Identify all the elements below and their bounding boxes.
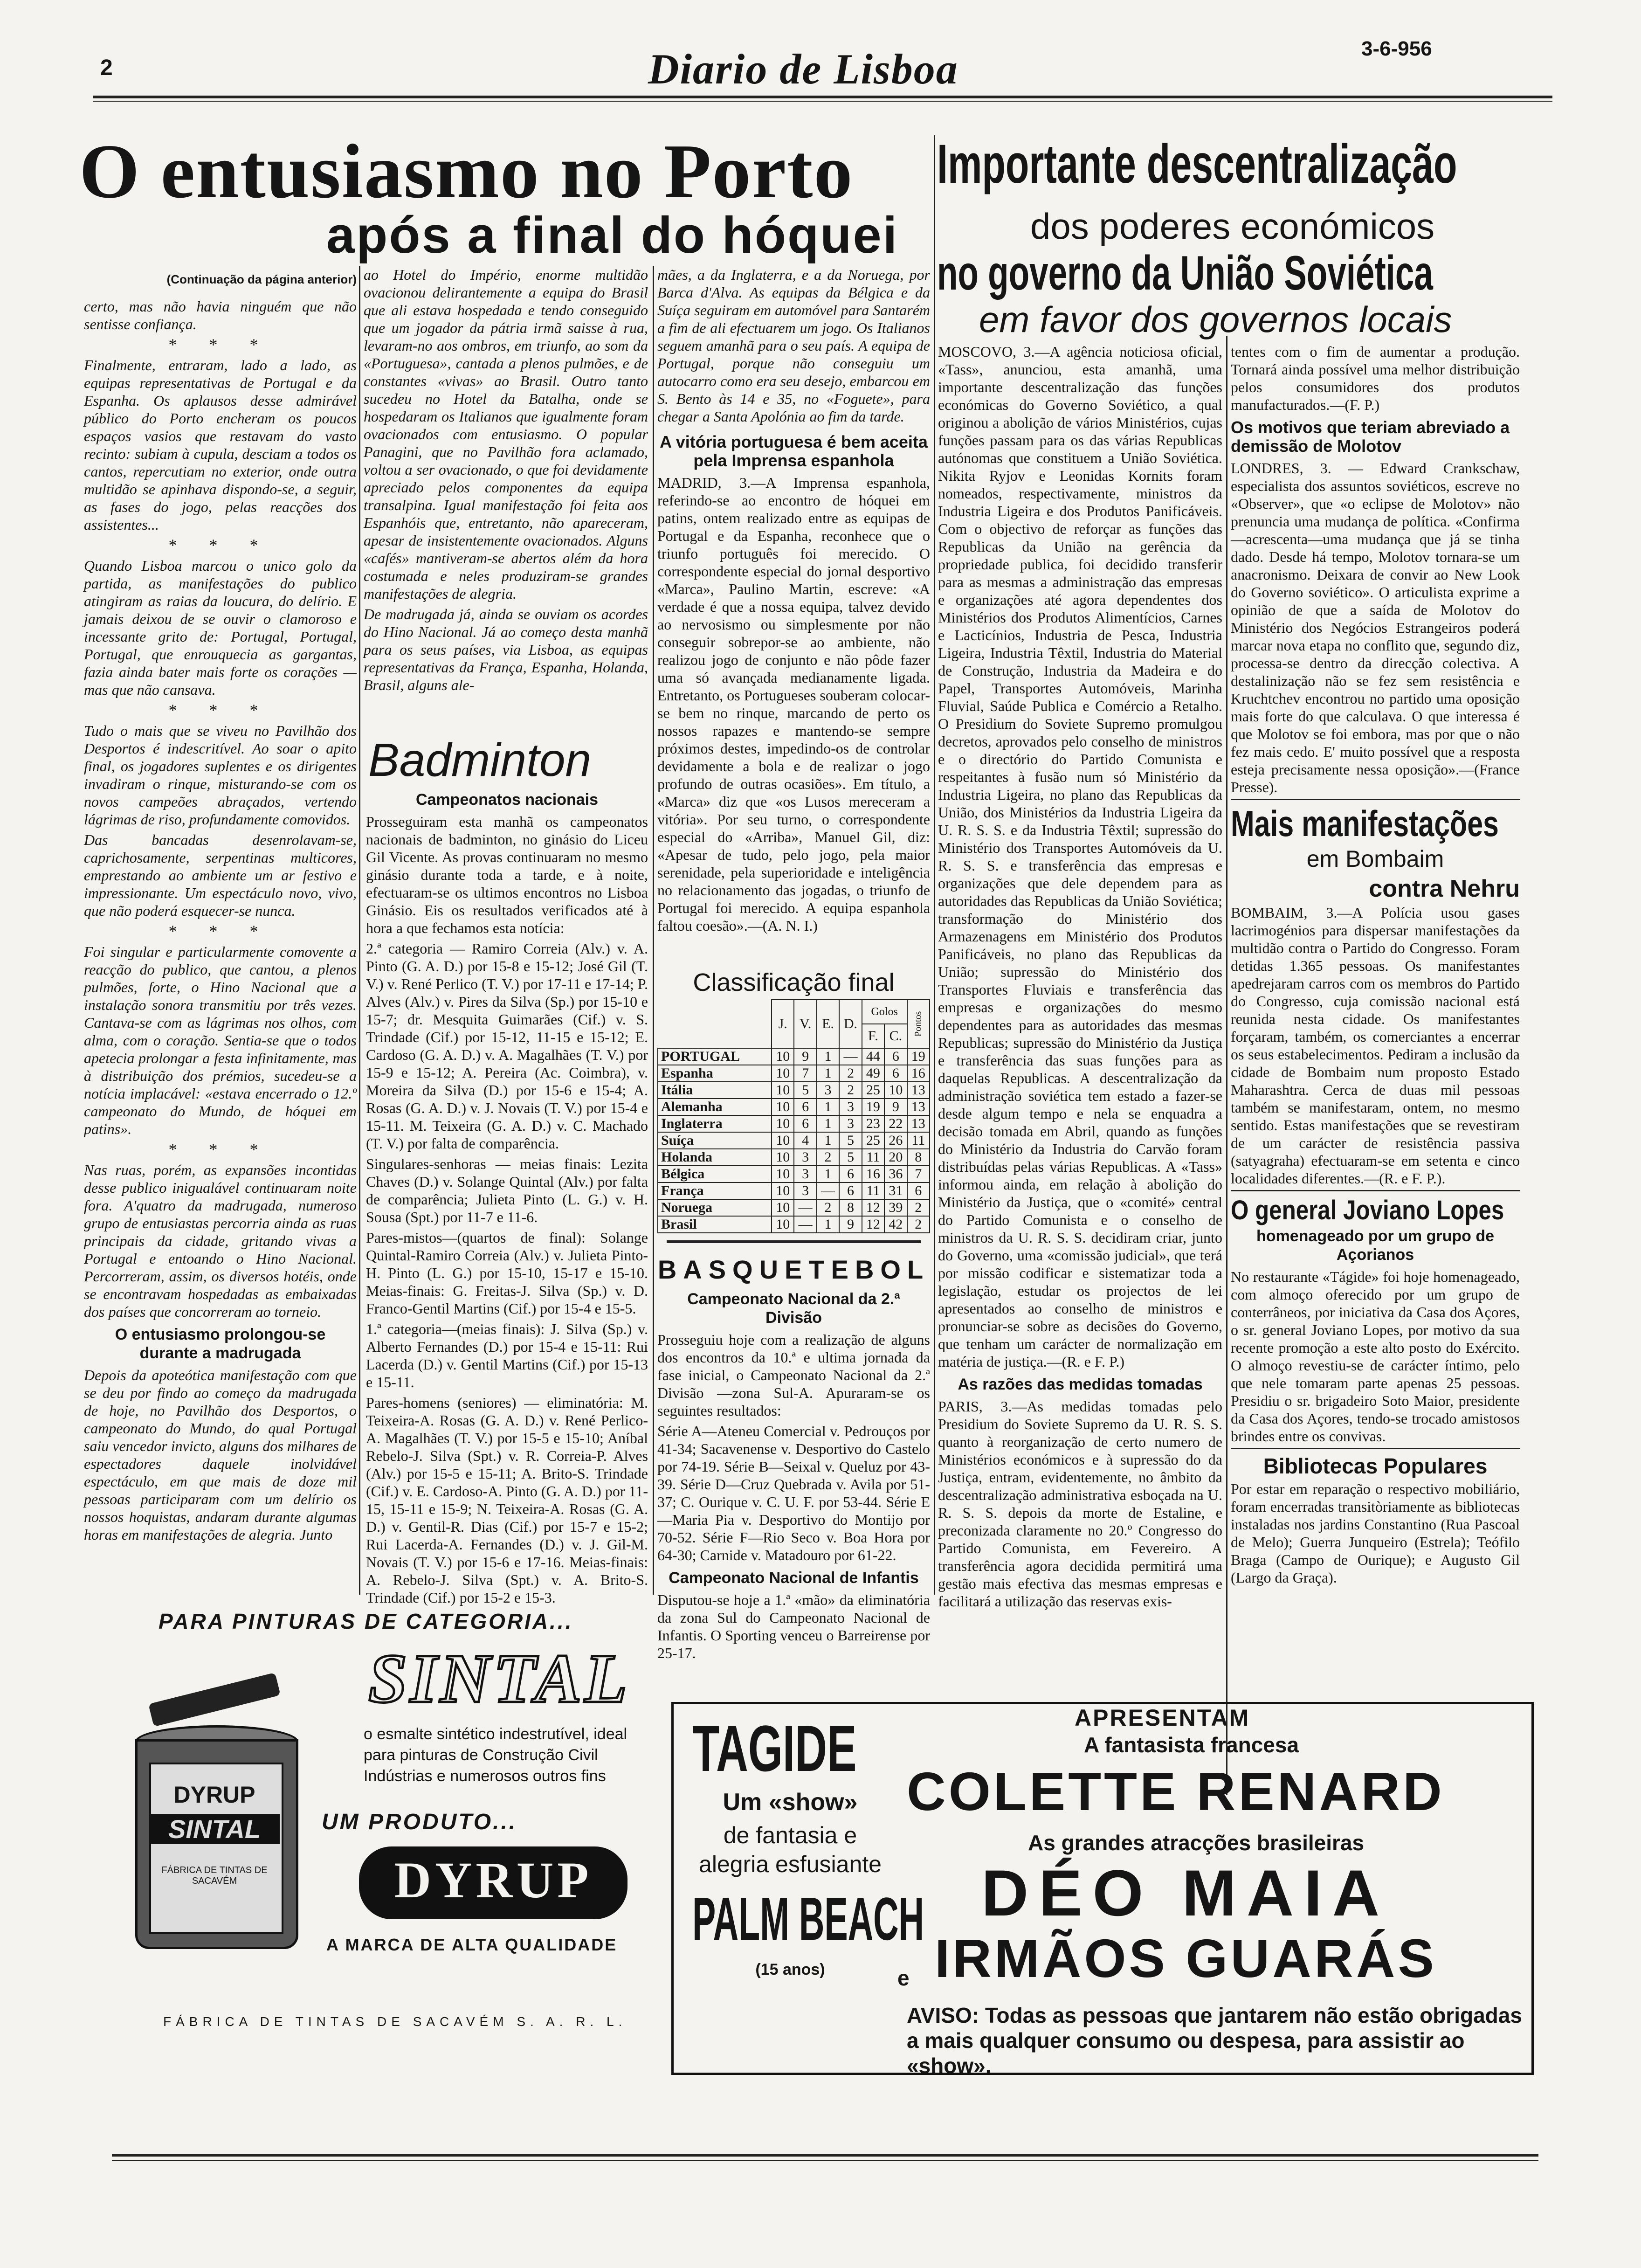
stat-cell: 1: [817, 1099, 839, 1115]
stat-cell: 6: [884, 1065, 907, 1082]
column-header: V.: [794, 1000, 816, 1048]
ad-fabrica: FÁBRICA DE TINTAS DE SACAVÉM S. A. R. L.: [163, 2014, 627, 2029]
stat-cell: 11: [862, 1182, 884, 1199]
apresentam: APRESENTAM: [1075, 1705, 1250, 1731]
paragraph: Nas ruas, porém, as expansões incontidas desse publico inigualável continuaram noite fora. A'quatro da madrugada, numeroso grupo de entusiastas percorria ainda as ruas principais da cidade, gritando vivas a Portugal e entoando o Hino Nacional. Percorreram, assim, os diversos hotéis, onde se encontravam hospedadas as embaixadas dos países que concorreram ao torneio.: [84, 1162, 357, 1320]
column-header: D.: [839, 1000, 862, 1048]
tagide-ad: [671, 1702, 1534, 2078]
paragraph: Tudo o mais que se viveu no Pavilhão dos Desportos é indescritível. Ao soar o apito final, os jogadores suplentes e os dirigentes invadiram o rinque, misturando-se com os novos campeões abraçados, vertendo lágrimas de riso, profundamente comovidos.: [84, 722, 357, 828]
table-row: [658, 1182, 930, 1199]
basquetebol-title: BASQUETEBOL: [657, 1255, 930, 1284]
paragraph: No restaurante «Tágide» foi hoje homenageado, com almoço oferecido por um grupo de conterrâneos, por iniciativa da Casa dos Açores, o sr. general Joviano Lopes, por motivo da sua recente promoção a este alto posto do Exército. O almoço revestiu-se de carácter íntimo, pelo que nele tomaram parte apenas 25 pessoas. Presidiu o sr. brigadeiro Soto Maior, presidente da Casa dos Açores, tendo-se trocado amistosos brindes entre os convivas.: [1231, 1268, 1520, 1445]
stat-cell: 10: [772, 1149, 794, 1166]
paragraph: 2.ª categoria — Ramiro Correia (Alv.) v. A. Pinto (G. A. D.) por 15-8 e 15-12; José Gil (T. V.) v. René Perlico (T. V.) por 17-11 e 17-14; P. Alves (Alv.) v. Pires da Silva (Sp.) por 15-10 e 15-7; dr. Mesquita Guimarães (Cif.) v. S. Trindade (Cif.) por 15-12, 11-15 e 15-12; E. Cardoso (G. A. D.) v. A. Magalhães (T. V.) por 15-9 e 15-12; A. Pereira (Ac. Coimbra), v. Moreira da Silva (D.) por 15-6 e 15-4; A. Rosas (G. A. D.) v. J. Novais (T. V.) por 15-4 e 15-11. M. Teixeira (G. A. D.) v. C. Machado (T. V.) por falta de comparência.: [366, 940, 648, 1152]
column-header: C.: [884, 1024, 907, 1048]
stat-cell: 7: [794, 1065, 816, 1082]
team-cell: Noruega: [658, 1199, 772, 1216]
table-row: [658, 1099, 930, 1115]
stat-cell: 39: [884, 1199, 907, 1216]
stat-cell: 31: [884, 1182, 907, 1199]
stat-cell: 11: [907, 1132, 930, 1149]
basquetebol-article: [657, 1254, 930, 1661]
masthead-rule-thin: [93, 101, 1552, 102]
issue-date: 3-6-956: [1361, 37, 1432, 60]
paragraph: Singulares-senhoras — meias finais: Lezita Chaves (D.) v. Solange Quintal (Alv.) por falta de comparência; Julieta Pinto (L. G.) v. H. Sousa (Spt.) por 11-7 e 11-6.: [366, 1155, 648, 1225]
table-row: [658, 1115, 930, 1132]
badminton-subtitle: Campeonatos nacionais: [415, 791, 599, 809]
stat-cell: 6: [839, 1166, 862, 1182]
section-rule: [1231, 799, 1520, 800]
subheading: As razões das medidas tomadas: [958, 1376, 1203, 1393]
table-header-row: [658, 1000, 930, 1024]
stat-cell: 1: [817, 1216, 839, 1233]
fantasista: A fantasista francesa: [1084, 1733, 1299, 1757]
stat-cell: 3: [794, 1149, 816, 1166]
stat-cell: —: [794, 1216, 816, 1233]
column-rule: [1226, 336, 1227, 1795]
table-row: [658, 1216, 930, 1233]
bombaim-headline-2: em Bombaim: [1306, 846, 1444, 872]
classificacao-block: [657, 968, 930, 1233]
molotov-headline: Os motivos que teriam abreviado a demissão de Molotov: [1231, 418, 1510, 456]
paragraph: tentes com o fim de aumentar a produção. Tornará ainda possível uma melhor distribuição pelos consumidores dos produtos manufacturados.—(F. P.): [1231, 343, 1520, 413]
stat-cell: 8: [839, 1199, 862, 1216]
vitoria-headline: A vitória portuguesa é bem aceita pela Imprensa espanhola: [660, 432, 928, 470]
stat-cell: 44: [862, 1048, 884, 1065]
sintal-ad: [89, 1609, 648, 2117]
team-cell: França: [658, 1182, 772, 1199]
stat-cell: 2: [839, 1065, 862, 1082]
stat-cell: 3: [839, 1099, 862, 1115]
urss-headline-1: Importante descentralização: [937, 133, 1457, 195]
section-rule: [667, 1240, 921, 1243]
urss-column-1: [938, 343, 1222, 1610]
paint-can-image: [131, 1688, 298, 1949]
footer-rule-thin: [112, 2160, 1538, 2161]
ad-desc-1: o esmalte sintético indestrutível, ideal: [364, 1725, 627, 1743]
table-row: [658, 1065, 930, 1082]
paragraph: Por estar em reparação o respectivo mobiliário, foram encerradas transitòriamente as bibliotecas instaladas nos jardins Constantino (Rua Pascoal de Melo); Guerra Junqueiro (Estrela); Teófilo Braga (Campo de Ourique); e Augusto Gil (Largo da Graça).: [1231, 1480, 1520, 1586]
section-rule: [1231, 1448, 1520, 1449]
stat-cell: 16: [907, 1065, 930, 1082]
ad-desc-2: para pinturas de Construção Civil: [364, 1746, 598, 1764]
paragraph: Foi singular e particularmente comovente a reacção do publico, que cantou, a plenos pulmões, forte, o Hino Nacional que a instalação sonora transmitiu por três vezes. Cantava-se com as lágrimas nos olhos, com alma, com o coração. Sentia-se que o todos apetecia prolongar a festa infinitamente, mas à distribuição dos prémios, sucedeu-se a notícia implacável: «estava encerrado o 12.º campeonato do Mundo, de hóquei em patins».: [84, 943, 357, 1137]
stat-cell: 10: [772, 1199, 794, 1216]
ad-and: e: [897, 1966, 910, 1990]
paint-brush-icon: [148, 1673, 281, 1727]
can-label-text-top: DYRUP: [173, 1782, 255, 1808]
paragraph: Depois da apoteótica manifestação com que se deu por findo ao começo da madrugada de hoje, no Pavilhão dos Desportos, o campeonato do Mundo, do qual Portugal saiu vencedor invicto, alguns dos milhares de espectadores daquele inolvidável espectáculo, em que mais de doze mil pessoas participaram com um delírio os nossos hoquistas, andaram durante algumas horas em manifestações de alegria. Junto: [84, 1367, 357, 1543]
team-cell: PORTUGAL: [658, 1048, 772, 1065]
stat-cell: 9: [839, 1216, 862, 1233]
sintal-brand: SINTAL: [368, 1640, 630, 1717]
stat-cell: 16: [862, 1166, 884, 1182]
team-cell: Holanda: [658, 1149, 772, 1166]
stat-cell: 5: [839, 1132, 862, 1149]
column-header-golos: Golos: [862, 1000, 907, 1024]
separator: * * *: [168, 335, 272, 354]
badminton-title: Badminton: [368, 734, 592, 786]
masthead-rule: [93, 96, 1552, 98]
stat-cell: 1: [817, 1065, 839, 1082]
subheading: Campeonato Nacional de Infantis: [669, 1569, 919, 1587]
team-cell: Alemanha: [658, 1099, 772, 1115]
stat-cell: 19: [907, 1048, 930, 1065]
separator: * * *: [168, 922, 272, 940]
stat-cell: 10: [772, 1082, 794, 1099]
bibliotecas-headline: Bibliotecas Populares: [1263, 1454, 1488, 1478]
dyrup-logo-text: DYRUP: [394, 1852, 593, 1908]
tagide-fantasia: de fantasia e alegria esfusiante: [699, 1822, 882, 1877]
subheading: Campeonato Nacional da 2.ª Divisão: [687, 1290, 900, 1327]
stat-cell: 42: [884, 1216, 907, 1233]
stat-cell: 3: [794, 1182, 816, 1199]
paragraph: Pares-homens (seniores) — eliminatória: M. Teixeira-A. Rosas (G. A. D.) v. René Perlico-A. Magalhães (T. V.) por 15-5 e 15-10; Aníbal Rebelo-J. Silva (Spt.) v. R. Correia-P. Alves (Alv.) por 15-5 e 15-11; A. Brito-S. Trindade (Cif.) v. E. Cardoso-A. Pinto (G. A. D.) por 11-15, 15-11 e 15-9; N. Teixeira-A. Rosas (G. A. D.) v. Gentil-R. Dias (Cif.) por 15-7 e 15-2; Rui Lacerda-A. Fernandes (D.) v. J. Gil-M. Novais (T. V.) por 15-6 e 17-16. Meias-finais: A. Rebelo-J. Silva (Spt.) v. A. Brito-S. Trindade (Cif.) por 15-2 e 15-3.: [366, 1394, 648, 1606]
paragraph: Quando Lisboa marcou o unico golo da partida, as manifestações do publico atingiram as raias da loucura, do delírio. E jamais deixou de se ouvir o clamoroso e incessante grito de: Portugal, Portugal, Portugal, que enrouquecia as gargantas, fazia ainda bater mais forte os corações — mas que não cansava.: [84, 557, 357, 698]
stat-cell: 1: [817, 1048, 839, 1065]
colette-renard: COLETTE RENARD: [907, 1761, 1445, 1822]
stat-cell: 23: [862, 1115, 884, 1132]
team-cell: Inglaterra: [658, 1115, 772, 1132]
stat-cell: —: [817, 1182, 839, 1199]
stat-cell: 9: [794, 1048, 816, 1065]
paragraph: ao Hotel do Império, enorme multidão ovacionou delirantemente a equipa do Brasil que ali estava hospedada e tendo conseguido que um jogador da pátria irmã saisse à rua, levaram-no aos ombros, em triunfo, ao som da «Portuguesa», cantada a plenos pulmões, e de constantes «vivas» ao Brasil. Outro tanto sucedeu no Hotel da Batalha, onde se hospedaram os Italianos que igualmente foram ovacionados com entusiasmo. O popular Panagini, que no Pavilhão fora aclamado, voltou a ser ovacionado, o que foi devidamente apreciado pelos componentes da equipa transalpina. Igual manifestação foi feita aos Espanhóis que, entretanto, não apareceram, apesar de insistentemente ovacionados. Alguns «cafés» mantiveram-se abertos além da hora costumada e neles produziram-se grandes manifestações de alegria.: [364, 266, 648, 602]
team-cell: Itália: [658, 1082, 772, 1099]
stat-cell: 6: [839, 1182, 862, 1199]
stat-cell: 10: [884, 1082, 907, 1099]
tagide-name: TAGIDE: [692, 1712, 857, 1785]
stat-cell: 9: [884, 1099, 907, 1115]
classificacao-title: Classificação final: [693, 968, 895, 996]
paragraph: LONDRES, 3. — Edward Crankschaw, especialista dos assuntos soviéticos, escreve no «Observer», que «o eclipse de Molotov» não prenuncia uma mudança de política. «Confirma—acrescenta—uma mudança que já se tinha dado. Desde há tempo, Molotov tornara-se um anacronismo. Deixara de convir ao New Look do Governo soviético». O articulista exprime a opinião de que a saída de Molotov do Ministério dos Negócios Estrangeiros poderá marcar nova etapa no conflito que, segundo diz, processa-se dentro da direcção colectiva. A destalinização não se fez sem resistência e Kruchtchev encontrou no partido uma oposição mais forte do que calculava. O que interessa é que Molotov se foi embora, mas por que o não fez mais cedo. E' muito possível que a resposta esteja precisamente nessa oposição».—(France Presse).: [1231, 460, 1520, 795]
stat-cell: 36: [884, 1166, 907, 1182]
stat-cell: 10: [772, 1182, 794, 1199]
stat-cell: 10: [772, 1065, 794, 1082]
tagide-um-show: Um «show»: [723, 1789, 858, 1816]
subheading: O entusiasmo prolongou-se durante a madrugada: [115, 1326, 326, 1362]
ad-marca: A MARCA DE ALTA QUALIDADE: [326, 1935, 618, 1954]
ad-tagline: PARA PINTURAS DE CATEGORIA...: [159, 1609, 573, 1633]
stat-cell: 10: [772, 1166, 794, 1182]
can-label-text-bot: FÁBRICA DE TINTAS DE SACAVÉM: [161, 1865, 268, 1886]
paragraph: MADRID, 3.—A Imprensa espanhola, referindo-se ao encontro de hóquei em patins, ontem realizado entre as equipas de Portugal e da Espanha, reconhece que o triunfo português foi merecido. O correspondente especial do jornal desportivo «Marca», Paulino Martin, escreve: «A verdade é que a nossa equipa, talvez devido ao nervosismo ou simplesmente por não conseguir sobrepor-se ao ambiente, não realizou jogo de conjunto e não pôde fazer uma só avançada medianamente ligada. Entretanto, os Portugueses souberam colocar-se bem no rinque, marcando de perto os nossos rapazes e mantendo-se sempre próximos destes, impedindo-os de controlar devidamente a bola e de realizar o jogo profundo de outras ocasiões». Em título, a «Marca» diz que «os Lusos mereceram a vitória». Por seu turno, o correspondente especial do «Arriba», Manuel Gil, diz: «Apesar de tudo, pelo jogo, pela maior serenidade, pela superioridade e inteligência no relacionamento das jogadas, o triunfo de Portugal foi merecido. A equipa espanhola faltou coesão».—(A. N. I.): [657, 474, 930, 934]
stat-cell: 4: [794, 1132, 816, 1149]
column-header: F.: [862, 1024, 884, 1048]
stat-cell: 7: [907, 1166, 930, 1182]
separator: * * *: [168, 701, 272, 719]
stat-cell: 1: [817, 1166, 839, 1182]
stat-cell: 2: [907, 1216, 930, 1233]
joviano-subhead: homenageado por um grupo de Açorianos: [1256, 1227, 1495, 1264]
paragraph: BOMBAIM, 3.—A Polícia usou gases lacrimogénios para dispersar manifestações da multidão contra o Partido do Congresso. Foram detidas 1.365 pessoas. Os manifestantes apedrejaram carros com os membros do Partido do Congresso, cuja comissão nacional está reunida nesta cidade. Os manifestantes forçaram, também, os comerciantes a encerrar os seus estabelecimentos. Pediram a inclusão da cidade de Bombaim num proposto Estado Maharashtra. Cerca de duas mil pessoas também se manifestaram, ontem, no mesmo sentido. Estas manifestações que se revestiram de um carácter de resistência passiva (satyagraha) efectuaram-se em setenta e cinco localidades diferentes.—(R. e F. P.).: [1231, 904, 1520, 1187]
column-header-pontos: Pontos: [907, 1000, 930, 1048]
stat-cell: 3: [839, 1115, 862, 1132]
stat-cell: 5: [794, 1082, 816, 1099]
corner-cell: [658, 1000, 772, 1048]
urss-column-2: [1231, 343, 1520, 1597]
stat-cell: 6: [794, 1099, 816, 1115]
aviso: AVISO: Todas as pessoas que jantarem não estão obrigadas a mais qualquer consumo ou despesa, para assistir ao «show».: [907, 2003, 1522, 2078]
stat-cell: 25: [862, 1132, 884, 1149]
stat-cell: 3: [817, 1082, 839, 1099]
paragraph: MOSCOVO, 3.—A agência noticiosa oficial, «Tass», anunciou, esta amanhã, uma importante descentralização das funções económicas do Governo Soviético, a qual originou a abolição de vários Ministérios, cujas funções passam para os das várias Republicas autónomas que constituem a União Soviética. Nikita Ryjov e Leonidas Kornits foram nomeados, respectivamente, ministros da Industria Ligeira e dos Produtos Panificáveis. Com o objectivo de reforçar as funções das Republicas da União na gerência da propriedade publica, foi decidido transferir para as mesmas a administração das empresas e organizações até agora dependentes dos Ministérios dos Produtos Alimentícios, Carnes e Lacticínios, Industria de Pesca, Industria Ligeira, Industria Têxtil, Industria do Material de Construção, Industria da Madeira e do Papel, Transportes Automóveis, Marinha Fluvial, Saúde Publica e Comércio a Retalho. O Presidium do Soviete Supremo promulgou decretos, aprovados pelo conselho de ministros e o directório do Partido Comunista e respeitantes à fusão num só Ministério da Industria Ligeira, no plano das Republicas da União, dos Ministérios da Industria Ligeira da U. R. S. S. e da Industria Têxtil; supressão do Ministério dos Transportes Automóveis da U. R. S. S. e transferência das empresas e organizações que dele dependem para as autoridades das Republicas da União Soviética; transformação do Ministério dos Armazenagens em Ministério dos Produtos Panificáveis, no plano das Republicas da União; supressão do Ministério dos Transportes Fluviais e transferência das empresas e organizações do mesmo dependentes para as autoridades das mesmas Republicas; supressão do Ministério da Justiça e transferência das suas funções para as daquelas Republicas. A descentralização da administração soviética tem estado a fazer-se desde algum tempo e nela se enquadra a decisão tomada em Abril, quando as funções do Ministério da Industria do Carvão foram distribuídas pelas várias Republicas. A «Tass» informou ainda, em relação à abolição do Ministério da Justiça, que o «comité» central do Partido Comunista e o conselho de ministros da U. R. S. S. decidiram criar, junto do Governo, uma «comissão judicial», que terá por missão codificar e sistematizar toda a legislação, estudar os projectos de lei apresentados ao conselho de ministros e pronunciar-se sobre as decisões do Governo, que tenham um carácter de normalização em matéria de justiça.—(R. e F. P.): [938, 343, 1222, 1370]
bombaim-headline-1: Mais manifestações: [1231, 803, 1499, 844]
urss-headline-3: no governo da União Soviética: [937, 246, 1433, 300]
stat-cell: 13: [907, 1099, 930, 1115]
section-rule: [1231, 1190, 1520, 1191]
urss-headline-2: dos poderes económicos: [1030, 206, 1435, 247]
stat-cell: 6: [884, 1048, 907, 1065]
column-header: E.: [817, 1000, 839, 1048]
hoquei-column-1: [84, 270, 357, 1595]
hoquei-column-2: [364, 266, 648, 727]
stat-cell: 10: [772, 1048, 794, 1065]
table-row: [658, 1082, 930, 1099]
paragraph: Prosseguiu hoje com a realização de alguns dos encontros da 10.ª e ultima jornada da fase inicial, o Campeonato Nacional da 2.ª Divisão —zona Sul-A. Apuraram-se os seguintes resultados:: [657, 1331, 930, 1419]
separator: * * *: [168, 536, 272, 554]
stat-cell: 2: [907, 1199, 930, 1216]
can-label-text-mid: SINTAL: [149, 1814, 280, 1844]
stat-cell: 6: [794, 1115, 816, 1132]
table-row: [658, 1048, 930, 1065]
separator: * * *: [168, 1140, 272, 1159]
urss-headline-4: em favor dos governos locais: [979, 299, 1452, 340]
stat-cell: 13: [907, 1082, 930, 1099]
stat-cell: 19: [862, 1099, 884, 1115]
stat-cell: 25: [862, 1082, 884, 1099]
stat-cell: 8: [907, 1149, 930, 1166]
paragraph: certo, mas não havia ninguém que não sentisse confiança.: [84, 298, 357, 332]
team-cell: Brasil: [658, 1216, 772, 1233]
paragraph: Série A—Ateneu Comercial v. Pedrouços por 41-34; Sacavenense v. Desportivo do Castelo por 74-19. Série B—Seixal v. Queluz por 43-39. Série D—Cruz Quebrada v. Avila por 51-37; C. Ourique v. C. U. F. por 53-44. Série E—Maria Pia v. Desportivo do Montijo por 70-52. Série F—Rio Seco v. Boa Hora por 64-30; Carnide v. Matadouro por 61-22.: [657, 1423, 930, 1563]
team-cell: Bélgica: [658, 1166, 772, 1182]
table-row: [658, 1199, 930, 1216]
stat-cell: 26: [884, 1132, 907, 1149]
irmaos-guaras: IRMÃOS GUARÁS: [935, 1928, 1437, 1989]
footer-rule: [112, 2154, 1538, 2157]
stat-cell: 12: [862, 1199, 884, 1216]
ad-produto: UM PRODUTO...: [322, 1810, 517, 1834]
stat-cell: 6: [907, 1182, 930, 1199]
stat-cell: 3: [794, 1166, 816, 1182]
ad-desc-3: Indústrias e numerosos outros fins: [364, 1767, 606, 1785]
stat-cell: 1: [817, 1132, 839, 1149]
stat-cell: 22: [884, 1115, 907, 1132]
hoquei-subheadline: após a final do hóquei: [326, 207, 899, 264]
stat-cell: 20: [884, 1149, 907, 1166]
masthead-title: Diario de Lisboa: [648, 45, 958, 93]
atraccoes: As grandes atracções brasileiras: [1028, 1831, 1365, 1855]
paragraph: De madrugada já, ainda se ouviam os acordes do Hino Nacional. Já ao começo desta manhã para os seus países, via Lisboa, as equipas representativas da França, Espanha, Holanda, Brasil, alguns ale-: [364, 606, 648, 693]
hoquei-headline: O entusiasmo no Porto: [79, 128, 854, 214]
paragraph: Das bancadas desenrolavam-se, caprichosamente, serpentinas multicores, emprestando ao ambiente um ar festivo e impressionante. Um espectáculo novo, vivo, que não poderá esquecer-se nunca.: [84, 831, 357, 919]
continuation-note: (Continuação da página anterior): [166, 272, 357, 286]
paragraph: PARIS, 3.—As medidas tomadas pelo Presidium do Soviete Supremo da U. R. S. S. quanto à reorganização de certo numero de Ministérios económicos e à supressão do da Justiça, entram, evidentemente, no âmbito da descentralização administrativa esboçada na U. R. S. S. depois da morte de Estaline, e preconizada claramente no 20.º Congresso do Partido Comunista, em Fevereiro. A transferência agora decidida permitirá uma gestão mais efectiva das mesmas empresas e facilitará a utilização das reservas exis-: [938, 1398, 1222, 1610]
column-rule: [359, 266, 360, 1595]
paragraph: Disputou-se hoje a 1.ª «mão» da eliminatória da zona Sul do Campeonato Nacional de Infantis. O Sporting venceu o Barreirense por 25-17.: [657, 1591, 930, 1661]
team-cell: Suíça: [658, 1132, 772, 1149]
column-rule: [653, 266, 654, 1595]
paragraph: 1.ª categoria—(meias finais): J. Silva (Sp.) v. Alberto Fernandes (D.) por 15-4 e 15-11: Rui Lacerda (D.) v. Gentil Martins (Cif.) por 15-13 e 15-11.: [366, 1321, 648, 1390]
paragraph: Finalmente, entraram, lado a lado, as equipas representativas de Portugal e da Espanha. Os aplausos desse admirável público do Porto encheram os poucos espaços vasios que restavam do vasto recinto: subiam à cupula, desciam a todos os cantos, repercutiam no exterior, onde outra multidão se apinhava dispondo-se, a seguir, as fases do jogo, pelas reacções dos assistentes...: [84, 357, 357, 533]
paragraph: Pares-mistos—(quartos de final): Solange Quintal-Ramiro Correia (Alv.) v. Julieta Pinto-H. Pinto (L. G.) por 15-10, 15-17 e 15-10. Meias-finais: G. Freitas-J. Silva (Sp.) v. D. Franco-Gentil Martins (Cif.) por 15-4 e 15-5.: [366, 1229, 648, 1317]
palm-beach: PALM BEACH: [692, 1885, 924, 1953]
table-row: [658, 1149, 930, 1166]
stat-cell: 10: [772, 1132, 794, 1149]
stat-cell: 10: [772, 1216, 794, 1233]
stat-cell: 49: [862, 1065, 884, 1082]
deo-maia: DÉO MAIA: [981, 1856, 1390, 1929]
table-row: [658, 1132, 930, 1149]
stat-cell: —: [794, 1199, 816, 1216]
stat-cell: 10: [772, 1099, 794, 1115]
joviano-headline: O general Joviano Lopes: [1231, 1195, 1504, 1225]
stat-cell: 12: [862, 1216, 884, 1233]
column-rule: [934, 135, 935, 1595]
team-cell: Espanha: [658, 1065, 772, 1082]
paragraph: mães, a da Inglaterra, e a da Noruega, por Barca d'Alva. As equipas da Bélgica e da Suíça seguiram em automóvel para Santarém a fim de ali efectuarem um jogo. Os Italianos seguem amanhã para o seu país. A equipa de Portugal, porque não conseguiu um autocarro como era seu desejo, embarcou em S. Bento às 14 e 35, no «Foguete», para chegar a Santa Apolónia ao fim da tarde.: [657, 266, 930, 425]
stat-cell: 2: [817, 1199, 839, 1216]
stat-cell: 10: [772, 1115, 794, 1132]
stat-cell: 2: [839, 1082, 862, 1099]
column-header: J.: [772, 1000, 794, 1048]
table-row: [658, 1166, 930, 1182]
bombaim-headline-3: contra Nehru: [1369, 875, 1520, 902]
badminton-article: [366, 790, 648, 1606]
stat-cell: 13: [907, 1115, 930, 1132]
stat-cell: —: [839, 1048, 862, 1065]
paragraph: Prosseguiram esta manhã os campeonatos nacionais de badminton, no ginásio do Liceu Gil Vicente. As provas continuaram no mesmo ginásio durante toda a tarde, e à noite, efectuaram-se os ultimos encontros no Lisboa Ginásio. Eis os resultados verificados até à hora a que fechamos esta notícia:: [366, 813, 648, 936]
classificacao-table: [657, 999, 930, 1233]
stat-cell: 2: [817, 1149, 839, 1166]
page-number: 2: [100, 55, 113, 80]
stat-cell: 11: [862, 1149, 884, 1166]
stat-cell: 5: [839, 1149, 862, 1166]
stat-cell: 1: [817, 1115, 839, 1132]
palm-beach-age: (15 anos): [755, 1961, 825, 1978]
